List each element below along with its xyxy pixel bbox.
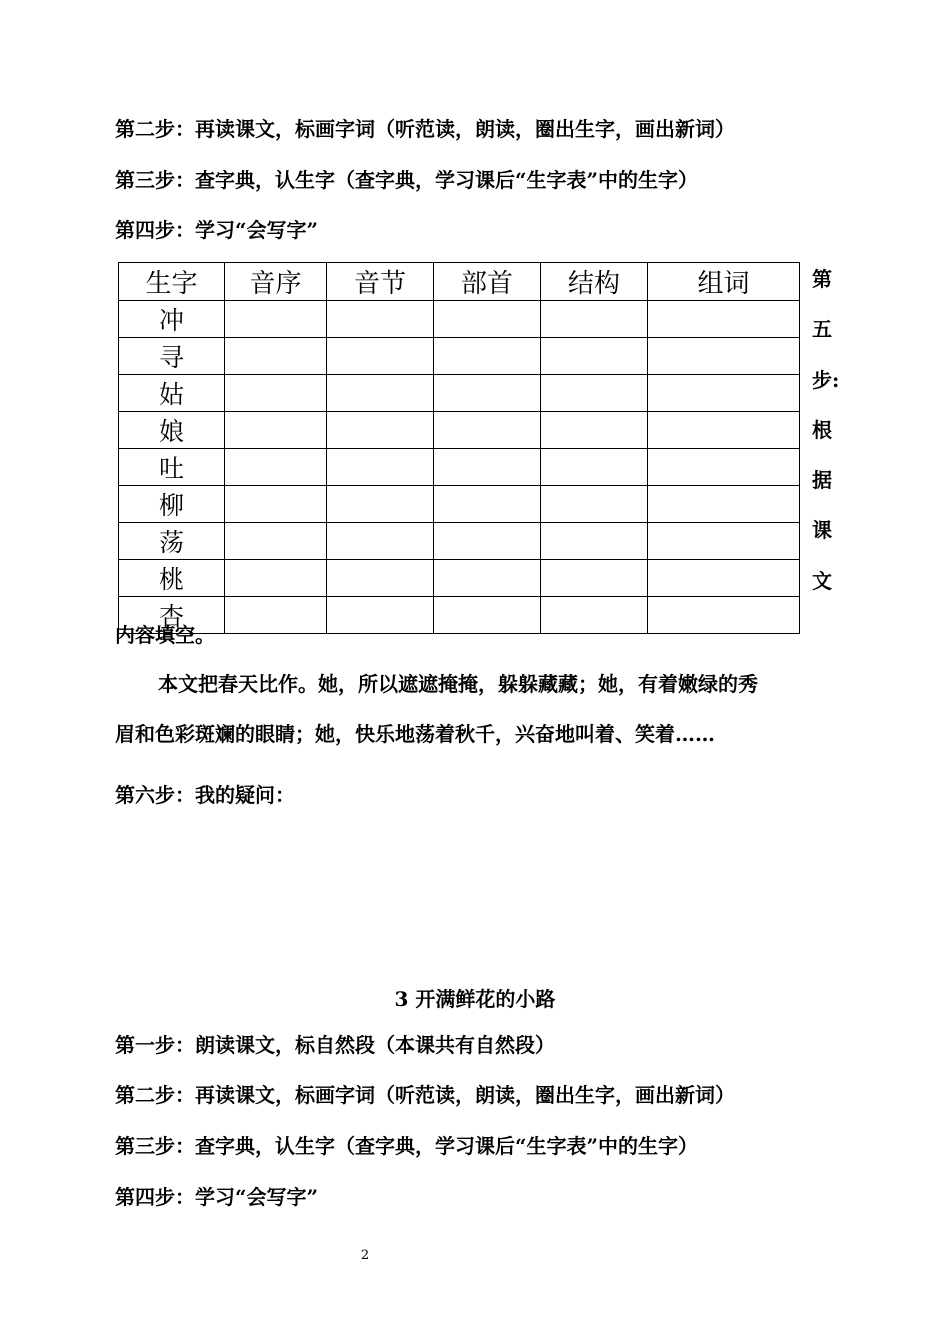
blank-cell[interactable] bbox=[648, 523, 800, 560]
fill-paragraph-line-2: 眉和色彩斑斓的眼睛；她，快乐地荡着秋千，兴奋地叫着、笑着…… bbox=[115, 722, 715, 746]
vertical-char: 课 bbox=[812, 518, 832, 543]
blank-cell[interactable] bbox=[541, 338, 648, 375]
table-row bbox=[119, 486, 800, 523]
blank-cell[interactable] bbox=[327, 560, 434, 597]
blank-cell[interactable] bbox=[434, 597, 541, 634]
blank-cell[interactable] bbox=[648, 486, 800, 523]
table-row bbox=[119, 449, 800, 486]
vocabulary-table bbox=[118, 262, 800, 634]
table-row bbox=[119, 375, 800, 412]
vertical-char: 步: bbox=[812, 367, 840, 392]
table-row bbox=[119, 301, 800, 338]
char-cell: 荡 bbox=[119, 523, 225, 560]
s2-step1-line: 第一步：朗读课文，标自然段（本课共有自然段） bbox=[115, 1033, 555, 1057]
vertical-char: 根 bbox=[812, 417, 832, 442]
blank-cell[interactable] bbox=[434, 375, 541, 412]
header-cell: 组词 bbox=[648, 263, 800, 301]
blank-cell[interactable] bbox=[541, 486, 648, 523]
blank-cell[interactable] bbox=[225, 375, 327, 412]
table-row bbox=[119, 338, 800, 375]
char-cell: 桃 bbox=[119, 560, 225, 597]
step6-line: 第六步：我的疑问： bbox=[115, 783, 295, 807]
blank-cell[interactable] bbox=[541, 597, 648, 634]
blank-cell[interactable] bbox=[648, 338, 800, 375]
step3-line: 第三步：查字典，认生字（查字典，学习课后“生字表”中的生字） bbox=[115, 168, 699, 192]
blank-cell[interactable] bbox=[648, 560, 800, 597]
blank-cell[interactable] bbox=[648, 375, 800, 412]
s2-step2-line: 第二步：再读课文，标画字词（听范读，朗读，圈出生字，画出新词） bbox=[115, 1083, 735, 1107]
s2-step4-line: 第四步：学习“会写字” bbox=[115, 1185, 319, 1209]
header-cell: 音节 bbox=[327, 263, 434, 301]
table-header-row bbox=[119, 263, 800, 301]
blank-cell[interactable] bbox=[327, 597, 434, 634]
blank-cell[interactable] bbox=[225, 412, 327, 449]
blank-cell[interactable] bbox=[434, 301, 541, 338]
char-cell: 娘 bbox=[119, 412, 225, 449]
char-cell: 冲 bbox=[119, 301, 225, 338]
blank-cell[interactable] bbox=[648, 449, 800, 486]
step5-continuation: 内容填空。 bbox=[115, 623, 215, 647]
blank-cell[interactable] bbox=[541, 375, 648, 412]
lesson-title: 3 开满鲜花的小路 bbox=[394, 987, 556, 1011]
blank-cell[interactable] bbox=[225, 523, 327, 560]
char-cell: 柳 bbox=[119, 486, 225, 523]
blank-cell[interactable] bbox=[541, 560, 648, 597]
blank-cell[interactable] bbox=[541, 301, 648, 338]
blank-cell[interactable] bbox=[225, 449, 327, 486]
step5-vertical-text bbox=[812, 265, 842, 617]
char-cell: 杏 bbox=[119, 597, 225, 634]
vertical-char: 据 bbox=[812, 468, 832, 493]
blank-cell[interactable] bbox=[434, 523, 541, 560]
blank-cell[interactable] bbox=[434, 338, 541, 375]
blank-cell[interactable] bbox=[541, 449, 648, 486]
header-cell: 生字 bbox=[119, 263, 225, 301]
vertical-char: 第 bbox=[812, 267, 832, 291]
blank-cell[interactable] bbox=[327, 486, 434, 523]
table-row bbox=[119, 560, 800, 597]
table-row bbox=[119, 523, 800, 560]
vertical-char: 五 bbox=[812, 317, 832, 342]
blank-cell[interactable] bbox=[434, 449, 541, 486]
table-row bbox=[119, 597, 800, 634]
blank-cell[interactable] bbox=[225, 486, 327, 523]
blank-cell[interactable] bbox=[327, 412, 434, 449]
blank-cell[interactable] bbox=[434, 486, 541, 523]
blank-cell[interactable] bbox=[327, 523, 434, 560]
char-cell: 姑 bbox=[119, 375, 225, 412]
blank-cell[interactable] bbox=[225, 301, 327, 338]
header-cell: 音序 bbox=[225, 263, 327, 301]
blank-cell[interactable] bbox=[327, 301, 434, 338]
blank-cell[interactable] bbox=[327, 338, 434, 375]
char-cell: 寻 bbox=[119, 338, 225, 375]
header-cell: 部首 bbox=[434, 263, 541, 301]
table-row bbox=[119, 412, 800, 449]
vertical-char: 文 bbox=[812, 568, 832, 593]
fill-paragraph-line-1: 本文把春天比作。她，所以遮遮掩掩，躲躲藏藏；她，有着嫩绿的秀 bbox=[158, 672, 758, 696]
blank-cell[interactable] bbox=[327, 449, 434, 486]
blank-cell[interactable] bbox=[648, 597, 800, 634]
step2-line: 第二步：再读课文，标画字词（听范读，朗读，圈出生字，画出新词） bbox=[115, 117, 735, 141]
s2-step3-line: 第三步：查字典，认生字（查字典，学习课后“生字表”中的生字） bbox=[115, 1134, 699, 1158]
blank-cell[interactable] bbox=[225, 597, 327, 634]
blank-cell[interactable] bbox=[648, 412, 800, 449]
blank-cell[interactable] bbox=[225, 560, 327, 597]
blank-cell[interactable] bbox=[434, 412, 541, 449]
blank-cell[interactable] bbox=[327, 375, 434, 412]
blank-cell[interactable] bbox=[434, 560, 541, 597]
blank-cell[interactable] bbox=[541, 523, 648, 560]
step4-line: 第四步：学习“会写字” bbox=[115, 218, 319, 242]
page-number: 2 bbox=[360, 1248, 370, 1263]
header-cell: 结构 bbox=[541, 263, 648, 301]
blank-cell[interactable] bbox=[541, 412, 648, 449]
blank-cell[interactable] bbox=[648, 301, 800, 338]
char-cell: 吐 bbox=[119, 449, 225, 486]
blank-cell[interactable] bbox=[225, 338, 327, 375]
